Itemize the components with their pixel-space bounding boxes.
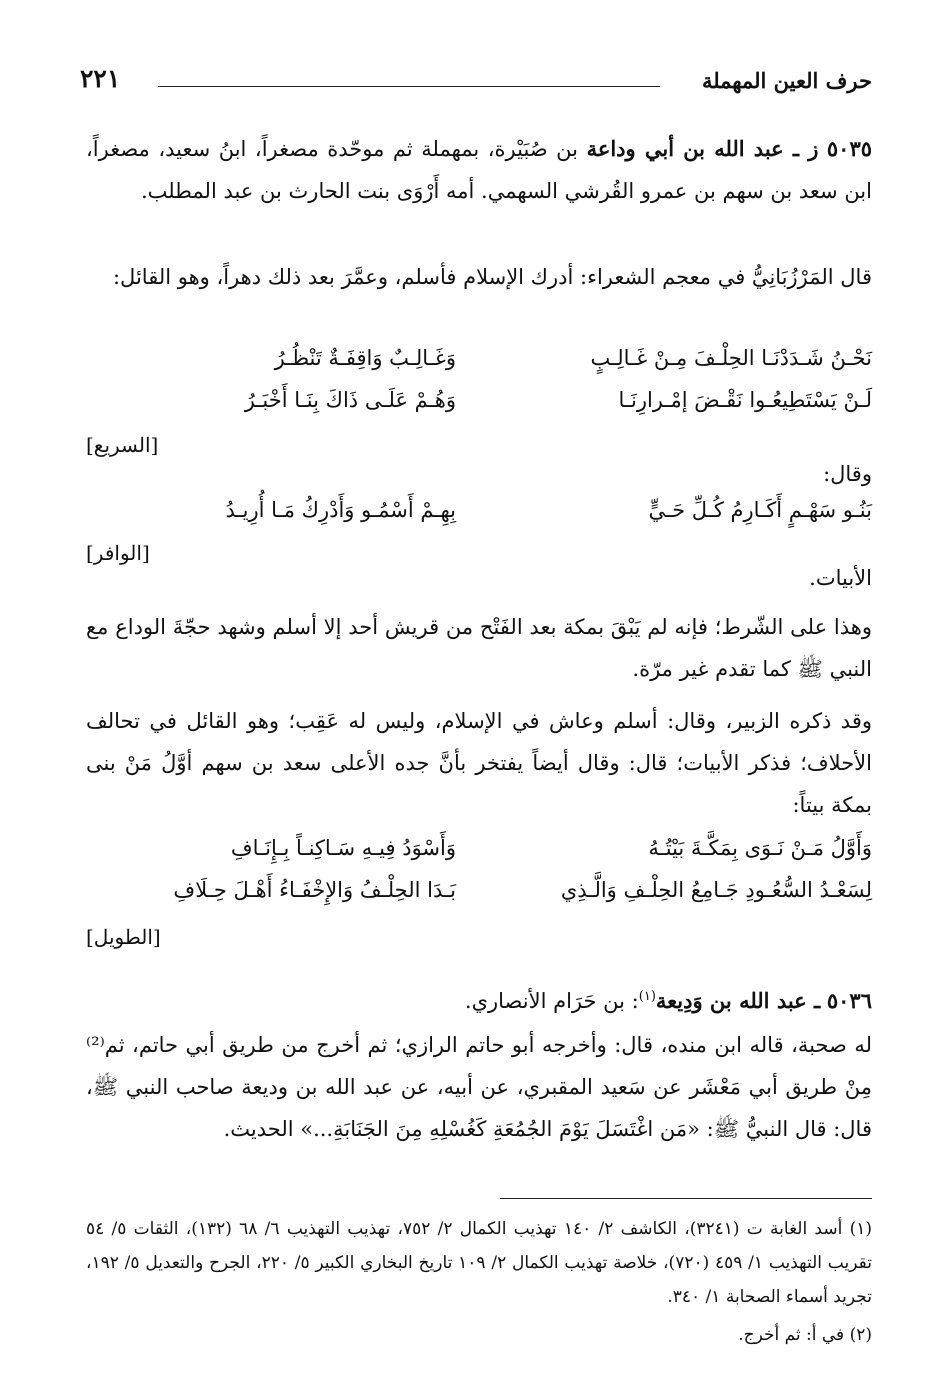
footnote-rule bbox=[500, 1198, 872, 1199]
entry-heading: ز ـ عبد الله بن أبي وداعة bbox=[586, 136, 819, 161]
verse-hemistich-right: بَنُـو سَهْـمٍ أَكَـارِمُ كُـلِّ حَـيٍّ bbox=[648, 498, 872, 522]
verse-hemistich-left: وَهُـمْ عَلَـى ذَاكَ بِنَـا أَخْبَـرُ bbox=[244, 388, 456, 412]
page-number: ٢٢١ bbox=[80, 64, 121, 93]
entry-text: : بن حَرَام الأنصاري. bbox=[464, 989, 639, 1013]
verse-hemistich-left: وَأَسْوَدُ فِيـهِ سَـاكِنـاً بِـإِنَـافِ bbox=[230, 836, 456, 860]
poem-taweel bbox=[86, 832, 872, 916]
entry-text: بن صُبَيْرة، بمهملة ثم موحّدة مصغراً، ابنُ سعيد، مصغراً، ابن سعد بن سهم بن عمرو القُرشي السهمي. أمه أَرْوَى بنت الحارث بن عبد المطلب. bbox=[86, 137, 872, 203]
verse-hemistich-right: وَأَوَّلُ مَـنْ نَـوَى بِمَكَّـةَ بَيْتُـهُ bbox=[648, 836, 872, 860]
poem-wafir bbox=[86, 494, 872, 536]
paragraph-condition: وهذا على الشّرط؛ فإنه لم يَبْقَ بمكة بعد الفَتْح من قريش أحد إلا أسلم وشهد حجّةَ الوداع مع النبي ﷺ كما تقدم غير مرّة. bbox=[86, 615, 872, 681]
entry-heading: ـ عبد الله بن وَدِيعة bbox=[655, 988, 821, 1013]
entry-number: ٥٠٣٥ bbox=[826, 136, 873, 161]
entry-number: ٥٠٣٦ bbox=[826, 988, 872, 1013]
entry-5035 bbox=[86, 128, 872, 212]
poem-saree bbox=[86, 342, 872, 426]
verse-line bbox=[86, 384, 872, 426]
meter-label: [السريع] bbox=[86, 433, 159, 457]
verse-hemistich-left: بِهِـمْ أَسْمُـو وَأَدْرِكُ مَـا أُرِيـدُ bbox=[225, 498, 456, 522]
footnote-1: (١) أسد الغابة ت (٣٢٤١)، الكاشف ٢/ ١٤٠ تهذيب الكمال ٢/ ٧٥٢، تهذيب التهذيب ٦/ ٦٨ (١٣٢)، الثقات ٥/ ٥٤ تقريب التهذيب ١/ ٤٥٩ (٧٢٠)، خلاصة تهذيب الكمال ٢/ ١٠٩ تاريخ البخاري الكبير ٥/ ٢٢٠، الجرح والتعديل ٥/ ١٩٢، تجريد أسماء الصحابة ١/ ٣٤٠. bbox=[86, 1219, 872, 1307]
verse-line bbox=[86, 832, 872, 874]
meter-label: [الوافر] bbox=[86, 541, 150, 565]
verse-hemistich-right: لِسَعْـدُ السُّعُـودِ جَـامِعُ الحِلْـفِ وَالَّـذِي bbox=[560, 878, 872, 902]
verse-hemistich-right: لَـنْ يَسْتَطِيعُـوا نَقْـضَ إمْـرارِنَـا bbox=[618, 388, 872, 412]
page-header bbox=[80, 62, 872, 102]
verse-hemistich-left: وَغَـالِـبٌ وَاقِفَـةٌ تَنْظُـرُ bbox=[274, 346, 456, 370]
footnote-marker: (١) bbox=[638, 989, 656, 1004]
waqal-label: وقال: bbox=[823, 462, 872, 486]
paragraph-marzubani: قال المَرْزُبَانِيُّ في معجم الشعراء: أدرك الإسلام فأسلم، وعمَّرَ بعد ذلك دهراً، وهو القائل: bbox=[112, 265, 872, 289]
meter-label: [الطويل] bbox=[86, 925, 161, 949]
paragraph-zubair: وقد ذكره الزبير، وقال: أسلم وعاش في الإسلام، وليس له عَقِب؛ وهو القائل في تحالف الأحلاف؛ فذكر الأبيات؛ قال: وقال أيضاً يفتخر بأنَّ جده الأعلى سعد بن سهم أوَّلُ مَنْ بنى بمكة بيتاً: bbox=[86, 709, 872, 817]
header-rule bbox=[158, 86, 660, 87]
verse-line bbox=[86, 342, 872, 384]
verse-hemistich-right: نَحْـنُ شَـدَدْنَـا الحِلْـفَ مِـنْ غَـالِـبٍ bbox=[590, 346, 872, 370]
verse-line bbox=[86, 494, 872, 536]
abyat-label: الأبيات. bbox=[809, 566, 872, 590]
footnote-2: (٢) في أ: ثم أخرج. bbox=[738, 1325, 872, 1345]
paragraph-hadith: له صحبة، قاله ابن منده، قال: وأخرجه أبو حاتم الرازي؛ ثم أخرج من طريق أبي حاتم، ثم⁽²⁾ مِنْ طريق أبي مَعْشَر عن سَعيد المقبري، عن أبيه، عن عبد الله بن وديعة صاحب النبي ﷺ، قال: قال النبيُّ ﷺ: «مَن اغْتَسَلَ يَوْمَ الجُمُعَةِ كَغُسْلِهِ مِنَ الجَنَابَةِ...» الحديث. bbox=[86, 1033, 872, 1141]
verse-line bbox=[86, 874, 872, 916]
verse-hemistich-left: بَـدَا الحِلْـفُ وَالإِخْفَـاءُ أَهْـلَ حِـلَافِ bbox=[173, 878, 456, 902]
entry-5036 bbox=[86, 976, 872, 1022]
chapter-title: حرف العين المهملة bbox=[701, 68, 872, 93]
